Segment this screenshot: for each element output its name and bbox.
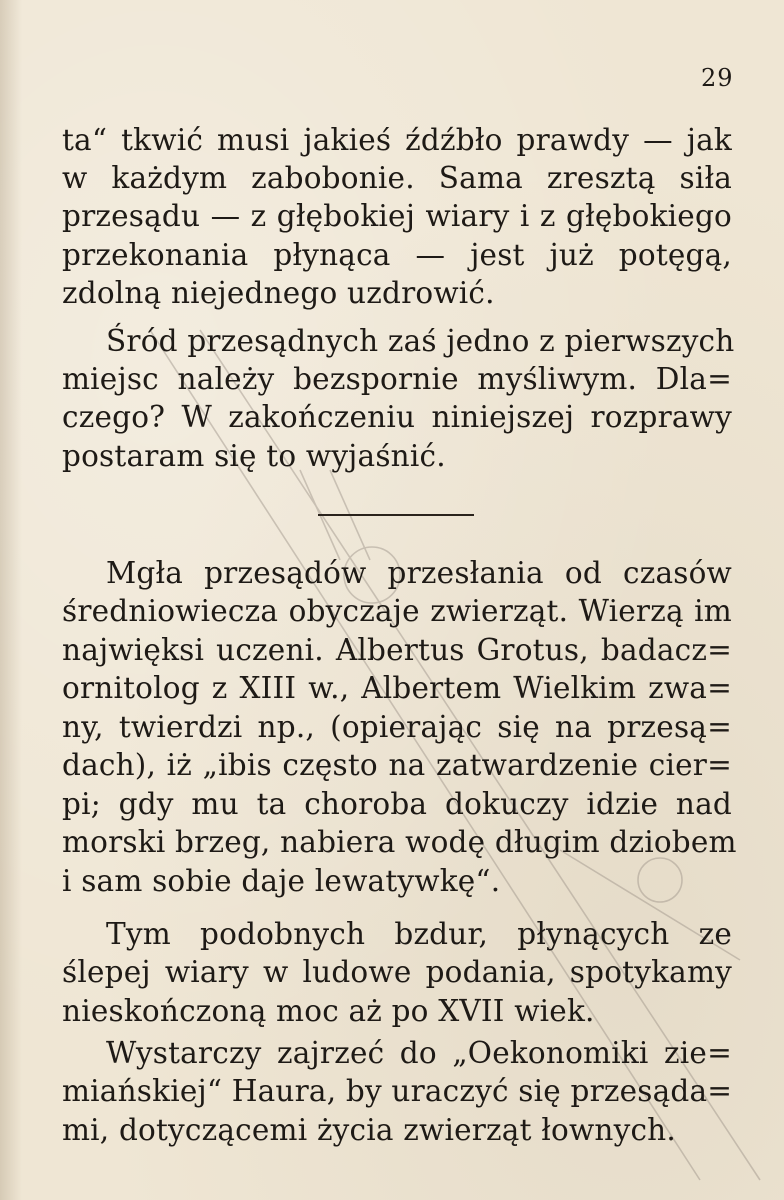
text-line: miejsc należy bezspornie myśliwym. Dla= (62, 362, 732, 396)
text-line: czego? W zakończeniu niniejszej rozprawy (62, 400, 732, 434)
text-line: ny, twierdzi np., (opierając się na przesą= (62, 710, 732, 744)
text-line: nieskończoną moc aż po XVII wiek. (62, 994, 595, 1028)
text-line: zdolną niejednego uzdrowić. (62, 276, 495, 310)
text-line: najwięksi uczeni. Albertus Grotus, badacz= (62, 633, 732, 667)
text-line: ślepej wiary w ludowe podania, spotykamy (62, 955, 732, 989)
text-line: dach), iż „ibis często na zatwardzenie cier= (62, 748, 732, 782)
text-line: i sam sobie daje lewatywkę“. (62, 864, 501, 898)
text-line: ta“ tkwić musi jakieś źdźbło prawdy — jak (62, 123, 732, 157)
text-line: Wystarczy zajrzeć do „Oekonomiki zie= (106, 1036, 732, 1070)
text-line: pi; gdy mu ta choroba dokuczy idzie nad (62, 787, 732, 821)
text-line: postaram się to wyjaśnić. (62, 439, 446, 473)
text-line: miańskiej“ Haura, by uraczyć się przesąda= (62, 1074, 733, 1108)
text-line: Tym podobnych bzdur, płynących ze (106, 917, 732, 951)
text-line: morski brzeg, nabiera wodę długim dziobem (62, 825, 737, 859)
text-line: przekonania płynąca — jest już potęgą, (62, 238, 732, 272)
section-divider (318, 514, 474, 516)
text-line: w każdym zabobonie. Sama zresztą siła (62, 161, 732, 195)
text-line: średniowiecza obyczaje zwierząt. Wierzą im (62, 594, 732, 628)
text-line: mi, dotyczącemi życia zwierząt łownych. (62, 1113, 676, 1147)
binding-shadow (0, 0, 22, 1200)
text-line: Mgła przesądów przesłania od czasów (106, 556, 732, 590)
page-number: 29 (701, 64, 734, 92)
text-line: Śród przesądnych zaś jedno z pierwszych (106, 324, 735, 358)
text-line: ornitolog z XIII w., Albertem Wielkim zwa= (62, 671, 732, 705)
text-line: przesądu — z głębokiej wiary i z głębokiego (62, 199, 732, 233)
